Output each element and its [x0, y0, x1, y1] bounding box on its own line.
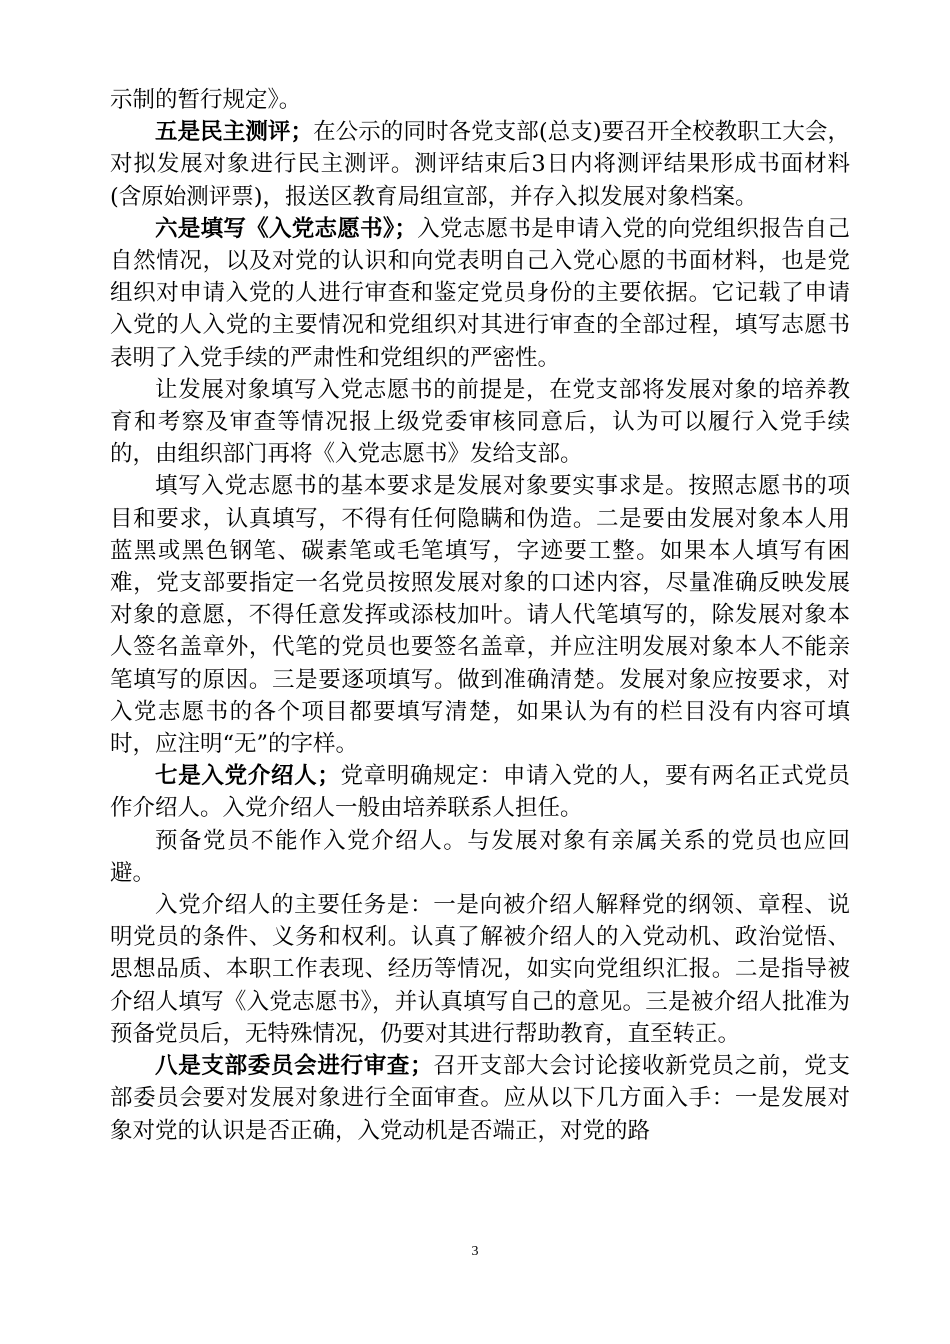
paragraph-3-lead: 六是填写《入党志愿书》； [155, 215, 417, 242]
paragraph-6-lead: 七是入党介绍人； [155, 763, 340, 790]
paragraph-9-lead: 八是支部委员会进行审查； [155, 1053, 433, 1080]
paragraph-7 [110, 825, 850, 889]
paragraph-3 [110, 213, 850, 374]
document-body [110, 84, 850, 1147]
paragraph-8-text: 入党介绍人的主要任务是：一是向被介绍人解释党的纲领、章程、说明党员的条件、义务和权利。认真了解被介绍人的入党动机、政治觉悟、思想品质、本职工作表现、经历等情况，如实向党组织汇报。二是指导被介绍人填写《入党志愿书》，并认真填写自己的意见。三是被介绍人批准为预备党员后，无特殊情况，仍要对其进行帮助教育，直至转正。 [110, 892, 850, 1047]
paragraph-8 [110, 889, 850, 1050]
paragraph-6-text: 党章明确规定：申请入党的人，要有两名正式党员作介绍人。入党介绍人一般由培养联系人担任。 [110, 763, 850, 822]
paragraph-1-text: 示制的暂行规定》。 [110, 87, 302, 113]
paragraph-6 [110, 760, 850, 824]
paragraph-4 [110, 374, 850, 471]
paragraph-5-text: 填写入党志愿书的基本要求是发展对象要实事求是。按照志愿书的项目和要求，认真填写，不得有任何隐瞒和伪造。二是要由发展对象本人用蓝黑或黑色钢笔、碳素笔或毛笔填写，字迹要工整。如果本人填写有困难，党支部要指定一名党员按照发展对象的口述内容，尽量准确反映发展对象的意愿，不得任意发挥或添枝加叶。请人代笔填写的，除发展对象本人签名盖章外，代笔的党员也要签名盖章，并应注明发展对象本人不能亲笔填写的原因。三是要逐项填写。做到准确清楚。发展对象应按要求，对入党志愿书的各个项目都要填写清楚，如果认为有的栏目没有内容可填时，应注明“无”的字样。 [110, 473, 850, 758]
paragraph-5 [110, 470, 850, 760]
paragraph-2-text: 在公示的同时各党支部(总支)要召开全校教职工大会，对拟发展对象进行民主测评。测评结束后3日内将测评结果形成书面材料(含原始测评票)，报送区教育局组宣部，并存入拟发展对象档案。 [110, 119, 850, 210]
paragraph-4-text: 让发展对象填写入党志愿书的前提是，在党支部将发展对象的培养教育和考察及审查等情况报上级党委审核同意后，认为可以履行入党手续的，由组织部门再将《入党志愿书》发给支部。 [110, 376, 850, 468]
paragraph-9-text: 召开支部大会讨论接收新党员之前，党支部委员会要对发展对象进行全面审查。应从以下几方面入手：一是发展对象对党的认识是否正确，入党动机是否端正，对党的路 [110, 1053, 850, 1144]
paragraph-3-text: 入党志愿书是申请入党的向党组织报告自己自然情况，以及对党的认识和向党表明自己入党心愿的书面材料，也是党组织对申请入党的人进行审查和鉴定党员身份的主要依据。它记载了申请入党的人入党的主要情况和党组织对其进行审查的全部过程，填写志愿书表明了入党手续的严肃性和党组织的严密性。 [110, 215, 850, 371]
paragraph-1 [110, 84, 850, 116]
paragraph-2 [110, 116, 850, 213]
page-number: 3 [471, 1244, 479, 1259]
paragraph-7-text: 预备党员不能作入党介绍人。与发展对象有亲属关系的党员也应回避。 [110, 827, 850, 886]
paragraph-2-lead: 五是民主测评； [155, 119, 313, 146]
paragraph-9 [110, 1050, 850, 1147]
